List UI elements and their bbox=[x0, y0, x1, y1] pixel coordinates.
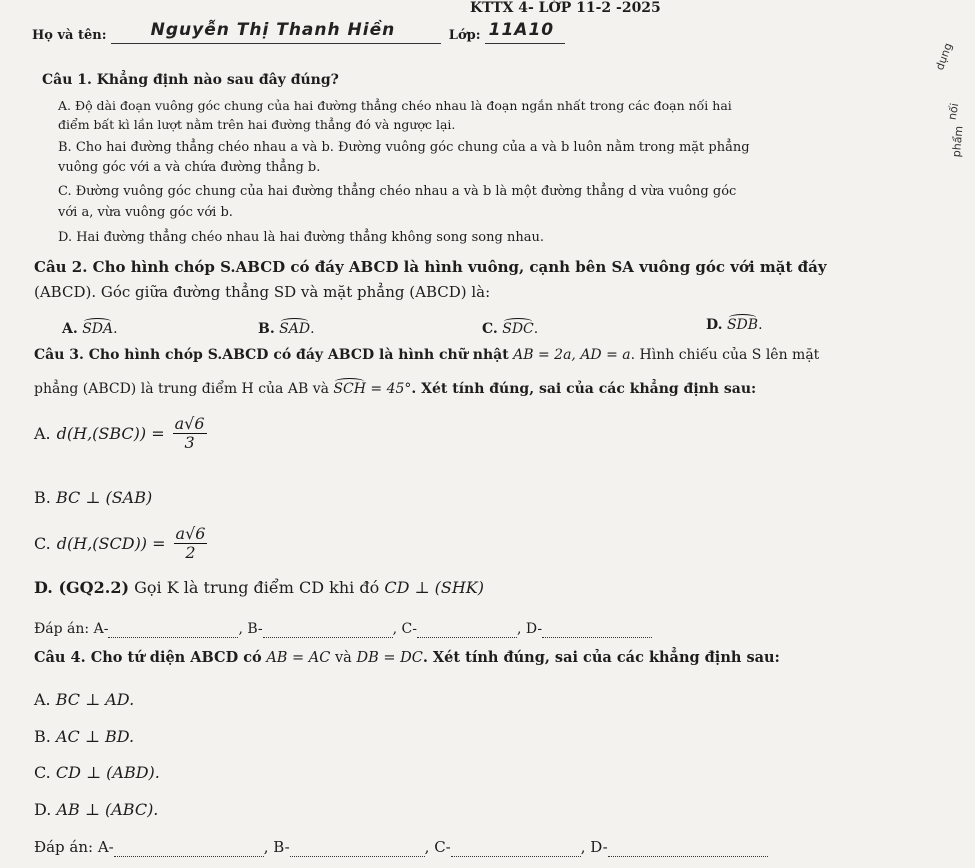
q2-option-d: D. SDB. bbox=[706, 314, 763, 333]
q2-option-a-angle: SDA bbox=[82, 318, 113, 337]
q3-line1: Câu 3. Cho hình chóp S.ABCD có đáy ABCD là hình chữ nhật AB = 2a, AD = a. Hình chiếu của S lên mặt bbox=[34, 347, 820, 363]
q1-option-c-line1: C. Đường vuông góc chung của hai đường thẳng chéo nhau a và b là một đường thẳng d vừa vuông góc bbox=[58, 184, 737, 199]
q3-answer-d-field[interactable] bbox=[542, 621, 652, 638]
class-label: Lớp: bbox=[448, 28, 481, 43]
q1-option-a-line2: điểm bất kì lần lượt nằm trên hai đường thẳng đó và ngược lại. bbox=[58, 117, 456, 132]
q2-option-a: A. SDA. bbox=[62, 318, 118, 337]
q2-option-c-angle: SDC bbox=[502, 318, 534, 337]
name-label: Họ và tên: bbox=[32, 28, 107, 43]
q1-option-d: D. Hai đường thẳng chéo nhau là hai đường thẳng không song song nhau. bbox=[58, 230, 544, 245]
class-field[interactable] bbox=[485, 20, 565, 44]
q4-answer-d-field[interactable] bbox=[608, 838, 768, 857]
q2-option-d-angle: SDB bbox=[727, 314, 758, 333]
q3-c-fraction: $\frac{a√6}{2}$ bbox=[175, 524, 206, 562]
q4-statement-b: B. AC ⊥ BD. bbox=[34, 727, 135, 746]
q3-answer-c-field[interactable] bbox=[417, 621, 517, 638]
q1-option-c-line2: với a, vừa vuông góc với b. bbox=[58, 205, 233, 220]
q4-answer-row: Đáp án: A- , B- , C- , D- bbox=[34, 838, 768, 857]
q1-title: Câu 1. Khẳng định nào sau đây đúng? bbox=[42, 72, 339, 88]
q2-line1: Câu 2. Cho hình chóp S.ABCD có đáy ABCD là hình vuông, cạnh bên SA vuông góc với mặt đáy bbox=[34, 258, 827, 276]
q4-statement-d: D. AB ⊥ (ABC). bbox=[34, 800, 159, 819]
q4-line1: Câu 4. Cho tứ diện ABCD có AB = AC và DB = DC. Xét tính đúng, sai của các khẳng định sau: bbox=[34, 649, 780, 666]
name-handwriting: Nguyễn Thị Thanh Hiền bbox=[150, 20, 396, 40]
q4-answer-a-field[interactable] bbox=[114, 838, 264, 857]
q1-option-b-line2: vuông góc với a và chứa đường thẳng b. bbox=[58, 160, 321, 175]
q2-option-c: C. SDC. bbox=[482, 318, 538, 337]
q2-option-b: B. SAD. bbox=[258, 318, 315, 337]
name-field[interactable] bbox=[111, 20, 441, 44]
q3-angle-sch: SCH bbox=[333, 378, 366, 397]
exam-title: KTTX 4- LỚP 11-2 -2025 bbox=[470, 0, 661, 16]
q4-answer-b-field[interactable] bbox=[290, 838, 425, 857]
q3-answer-b-field[interactable] bbox=[263, 621, 393, 638]
q3-answer-a-field[interactable] bbox=[108, 621, 238, 638]
q4-statement-a: A. BC ⊥ AD. bbox=[34, 690, 135, 709]
name-row bbox=[32, 20, 565, 44]
q2-option-b-angle: SAD bbox=[279, 318, 310, 337]
q3-statement-d: D. (GQ2.2) Gọi K là trung điểm CD khi đó CD ⊥ (SHK) bbox=[34, 578, 484, 597]
q3-line2: phẳng (ABCD) là trung điểm H của AB và SCH = 45°. Xét tính đúng, sai của các khẳng định sau: bbox=[34, 378, 756, 397]
q4-answer-c-field[interactable] bbox=[451, 838, 581, 857]
q3-statement-a: A. d(H,(SBC)) = $\frac{a√6}{3}$ bbox=[34, 414, 205, 452]
margin-note-1: dụng bbox=[933, 41, 955, 72]
q1-option-b-line1: B. Cho hai đường thẳng chéo nhau a và b. Đường vuông góc chung của a và b luôn nằm trong mặt phẳng bbox=[58, 140, 750, 155]
class-handwriting: 11A10 bbox=[488, 20, 555, 40]
q1-option-a-line1: A. Độ dài đoạn vuông góc chung của hai đường thẳng chéo nhau là đoạn ngắn nhất trong các đoạn nối hai bbox=[58, 98, 732, 113]
q4-statement-c: C. CD ⊥ (ABD). bbox=[34, 763, 160, 782]
q3-statement-b: B. BC ⊥ (SAB) bbox=[34, 488, 153, 507]
q3-a-fraction: $\frac{a√6}{3}$ bbox=[174, 414, 205, 452]
q3-answer-row: Đáp án: A- , B- , C- , D- bbox=[34, 621, 652, 638]
q2-line2: (ABCD). Góc giữa đường thẳng SD và mặt phẳng (ABCD) là: bbox=[34, 283, 491, 301]
margin-note-3: phẩm bbox=[949, 125, 966, 158]
margin-note-2: nối bbox=[945, 102, 962, 121]
q3-statement-c: C. d(H,(SCD)) = $\frac{a√6}{2}$ bbox=[34, 524, 206, 562]
